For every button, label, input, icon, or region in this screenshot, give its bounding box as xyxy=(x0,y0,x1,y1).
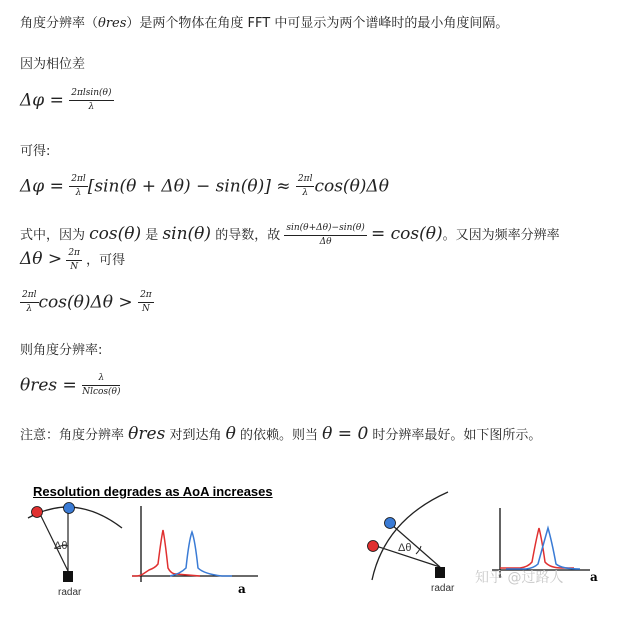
p4-sin: sin(θ) xyxy=(162,224,212,244)
eq2-frac2-den: λ xyxy=(302,188,309,198)
right-red-peak xyxy=(500,528,574,568)
p4-frac-den: Δθ xyxy=(319,237,332,247)
p7-theta-zero: θ = 0 xyxy=(322,424,369,444)
eq2-middle: [sin(θ + Δθ) − sin(θ)] ≈ xyxy=(87,176,291,197)
p4-eq-cos: = cos(θ) xyxy=(370,224,443,244)
equation-phase-diff xyxy=(20,88,114,113)
resolution-figure xyxy=(0,470,626,625)
p4-text-3: 的导数，故 xyxy=(215,228,281,243)
eq3-frac2-num: 2π xyxy=(138,290,154,303)
figure-title: Resolution degrades as AoA increases xyxy=(33,484,273,499)
phase-diff-label: 因为相位差 xyxy=(20,57,86,72)
left-radar-label: radar xyxy=(58,587,82,598)
eq3-frac1-den: λ xyxy=(26,304,33,314)
eq3-mid: cos(θ)Δθ > xyxy=(38,292,133,313)
derive-label: 可得: xyxy=(20,144,51,159)
intro-text-suffix: ）是两个物体在角度 FFT 中可显示为两个谱峰时的最小角度间隔。 xyxy=(126,16,509,31)
p4-cos: cos(θ) xyxy=(89,224,142,244)
eq1-fraction xyxy=(69,88,113,113)
eq1-lhs: Δφ = xyxy=(20,90,64,111)
p4-text-2: 是 xyxy=(145,228,159,243)
right-arc xyxy=(372,492,448,580)
p5-delta-theta: Δθ > xyxy=(20,249,63,269)
equation-angle-resolution xyxy=(20,373,120,398)
equation-inequality xyxy=(20,290,154,315)
equation-approximation xyxy=(20,174,389,199)
left-target-blue xyxy=(64,503,75,514)
eq1-numerator: 2πlsin(θ) xyxy=(69,88,113,101)
eq2-fraction-2 xyxy=(296,174,315,199)
p7-text-4: 时分辨率最好。如下图所示。 xyxy=(372,428,542,443)
eq3-frac2-den: N xyxy=(141,304,150,314)
right-radar-label: radar xyxy=(431,583,455,594)
left-chart-mark: a xyxy=(238,582,246,596)
eq2-frac2-num: 2πl xyxy=(296,174,315,187)
p7-theta-res: θres xyxy=(128,424,166,444)
eq2-lhs: Δφ = xyxy=(20,176,64,197)
p4-frac-num: sin(θ+Δθ)−sin(θ) xyxy=(284,223,366,236)
theta-res-symbol: θres xyxy=(98,16,127,31)
p4-text-4: 。又因为频率分辨率 xyxy=(442,228,560,243)
right-target-red xyxy=(368,541,379,552)
derivative-paragraph xyxy=(20,223,560,248)
eq4-numerator: λ xyxy=(82,373,120,386)
p7-text-2: 对到达角 xyxy=(169,428,222,443)
eq2-tail: cos(θ)Δθ xyxy=(314,176,389,197)
p5-frac-den: N xyxy=(70,262,79,272)
intro-text-prefix: 角度分辨率（ xyxy=(20,16,99,31)
eq4-fraction xyxy=(82,373,120,398)
p5-frac-num: 2π xyxy=(66,248,82,261)
angle-resolution-label: 则角度分辨率: xyxy=(20,343,103,358)
p4-fraction xyxy=(284,223,366,248)
right-target-blue xyxy=(385,518,396,529)
left-angle-label: Δθ xyxy=(54,540,68,552)
left-target-red xyxy=(32,507,43,518)
figure-drawing xyxy=(0,470,626,625)
left-red-peak xyxy=(132,530,200,576)
note-paragraph xyxy=(20,424,541,444)
eq2-frac1-num: 2πl xyxy=(69,174,88,187)
right-chart-mark: a xyxy=(590,570,598,584)
freq-resolution-line xyxy=(20,248,125,273)
eq2-fraction-1 xyxy=(69,174,88,199)
left-radar-icon xyxy=(63,571,73,582)
p5-fraction xyxy=(66,248,82,273)
left-blue-peak xyxy=(170,532,232,576)
eq3-fraction-1 xyxy=(20,290,39,315)
p5-text: ，可得 xyxy=(86,253,126,268)
right-angle-label: Δθ xyxy=(398,542,412,554)
eq3-fraction-2 xyxy=(138,290,154,315)
watermark: 知乎 @过路人 xyxy=(475,570,564,586)
intro-paragraph xyxy=(20,12,508,31)
right-radar-icon xyxy=(435,567,445,578)
eq1-denominator: λ xyxy=(88,102,95,112)
eq4-lhs: θres = xyxy=(20,375,77,396)
p4-text-1: 式中，因为 xyxy=(20,228,86,243)
p7-text-3: 的依赖。则当 xyxy=(240,428,319,443)
right-blue-peak xyxy=(506,528,580,569)
eq4-denominator: Nlcos(θ) xyxy=(82,387,121,397)
eq3-frac1-num: 2πl xyxy=(20,290,39,303)
eq2-frac1-den: λ xyxy=(75,188,82,198)
p7-theta: θ xyxy=(225,424,236,444)
p7-text-1: 注意：角度分辨率 xyxy=(20,428,125,443)
